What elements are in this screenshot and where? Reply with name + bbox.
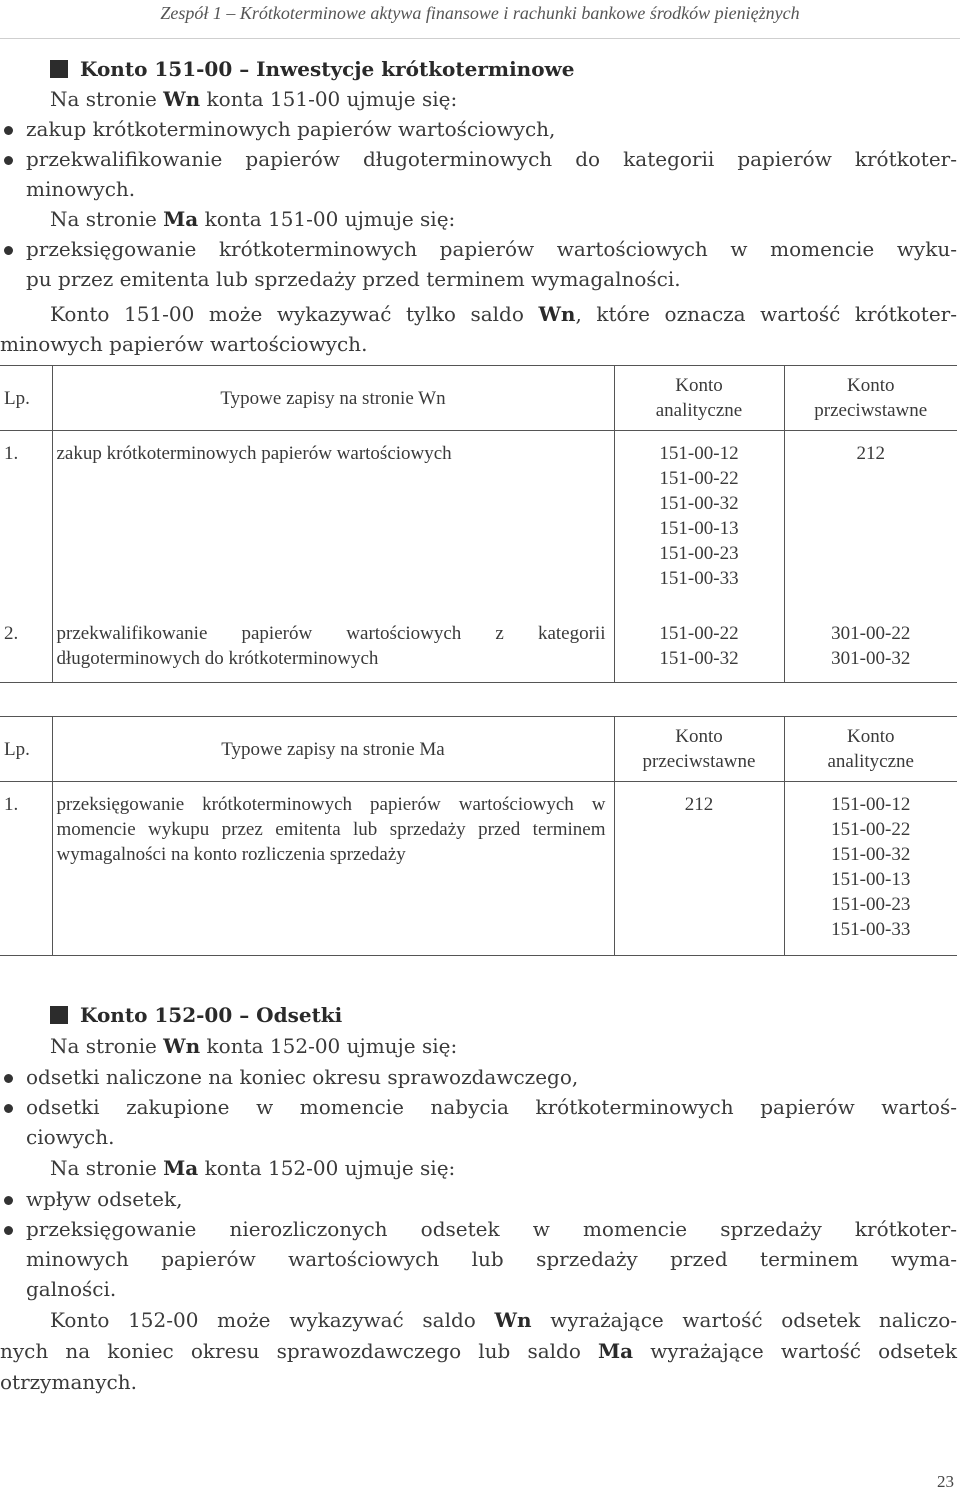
row-description: przeksięgowanie krótkoterminowych papierów wartościowych w momencie wykupu przez emitenta lub sprzedaży przed terminem wymagalności na konto rozliczenia sprzedaży	[52, 782, 614, 956]
ma-bullet-1-line-1-151: przeksięgowanie krótkoterminowych papierów wartościowych w momencie wyku-	[26, 237, 957, 261]
table-wn-entries	[0, 365, 957, 683]
table-ma-entries	[0, 716, 957, 956]
ma-bullet-1-152: wpływ odsetek,	[26, 1187, 183, 1211]
row-description: przekwalifikowanie papierów wartościowych z kategorii długoterminowych do krótkoterminowych	[52, 611, 614, 683]
wn-bullet-2-line-2-152: ciowych.	[26, 1125, 115, 1149]
table-row	[0, 611, 957, 683]
table-row	[0, 431, 957, 611]
summary-line-3-152: otrzymanych.	[0, 1370, 137, 1394]
ma-intro-151: Na stronie Ma konta 151-00 ujmuje się:	[50, 207, 456, 231]
wn-intro-152: Na stronie Wn konta 152-00 ujmuje się:	[50, 1034, 458, 1058]
header-description: Typowe zapisy na stronie Ma	[52, 717, 614, 782]
row-lp: 1.	[0, 782, 52, 956]
section-heading-152: Konto 152-00 – Odsetki	[80, 1003, 343, 1027]
ma-bullet-2-line-3-152: galności.	[26, 1277, 117, 1301]
ma-intro-152: Na stronie Ma konta 152-00 ujmuje się:	[50, 1156, 456, 1180]
row-analytical-accounts: 151-00-12 151-00-22 151-00-32 151-00-13 151-00-23 151-00-33	[614, 431, 784, 611]
header-analytical-account: Konto analityczne	[784, 717, 957, 782]
header-lp: Lp.	[0, 366, 52, 431]
row-analytical-accounts: 151-00-22 151-00-32	[614, 611, 784, 683]
summary-line-1-152: Konto 152-00 może wykazywać saldo Wn wyrażające wartość odsetek naliczo-	[50, 1308, 958, 1332]
row-counter-accounts: 212	[614, 782, 784, 956]
page-number: 23	[937, 1472, 954, 1491]
wn-bullet-1-151: zakup krótkoterminowych papierów wartościowych,	[26, 117, 556, 141]
wn-bullet-2-line-2-151: minowych.	[26, 177, 136, 201]
wn-intro-151: Na stronie Wn konta 151-00 ujmuje się:	[50, 87, 458, 111]
summary-line-2-151: minowych papierów wartościowych.	[0, 332, 368, 356]
table-row	[0, 782, 957, 956]
summary-line-2-152: nych na koniec okresu sprawozdawczego lub saldo Ma wyrażające wartość odsetek	[0, 1339, 958, 1363]
section-heading-151: Konto 151-00 – Inwestycje krótkoterminowe	[80, 57, 575, 81]
row-description: zakup krótkoterminowych papierów wartościowych	[52, 431, 614, 611]
row-counter-accounts: 212	[784, 431, 957, 611]
bullet-dot	[4, 1226, 13, 1235]
bullet-dot	[4, 1104, 13, 1113]
running-header	[0, 0, 960, 39]
row-counter-accounts: 301-00-22 301-00-32	[784, 611, 957, 683]
ma-bullet-1-line-2-151: pu przez emitenta lub sprzedaży przed terminem wymagalności.	[26, 267, 681, 291]
section-marker-square	[50, 1006, 68, 1024]
bullet-dot	[4, 126, 13, 135]
header-counter-account: Konto przeciwstawne	[614, 717, 784, 782]
ma-bullet-2-line-2-152: minowych papierów wartościowych lub sprzedaży przed terminem wyma-	[26, 1247, 957, 1271]
header-analytical-account: Konto analityczne	[614, 366, 784, 431]
row-analytical-accounts: 151-00-12 151-00-22 151-00-32 151-00-13 151-00-23 151-00-33	[784, 782, 957, 956]
running-header-title: Zespół 1 – Krótkoterminowe aktywa finansowe i rachunki bankowe środków pieniężnych	[160, 3, 800, 23]
table-header-row	[0, 366, 957, 431]
bullet-dot	[4, 246, 13, 255]
header-description: Typowe zapisy na stronie Wn	[52, 366, 614, 431]
ma-bullet-2-line-1-152: przeksięgowanie nierozliczonych odsetek w momencie sprzedaży krótkoter-	[26, 1217, 957, 1241]
summary-line-1-151: Konto 151-00 może wykazywać tylko saldo Wn, które oznacza wartość krótkoter-	[50, 302, 958, 326]
bullet-dot	[4, 1196, 13, 1205]
table-header-row	[0, 717, 957, 782]
wn-bullet-2-line-1-152: odsetki zakupione w momencie nabycia krótkoterminowych papierów wartoś-	[26, 1095, 957, 1119]
wn-bullet-2-line-1-151: przekwalifikowanie papierów długoterminowych do kategorii papierów krótkoter-	[26, 147, 957, 171]
header-counter-account: Konto przeciwstawne	[784, 366, 957, 431]
bullet-dot	[4, 1074, 13, 1083]
header-lp: Lp.	[0, 717, 52, 782]
bullet-dot	[4, 156, 13, 165]
wn-bullet-1-152: odsetki naliczone na koniec okresu sprawozdawczego,	[26, 1065, 579, 1089]
row-lp: 1.	[4, 443, 19, 464]
section-marker-square	[50, 60, 68, 78]
row-lp: 2.	[0, 611, 52, 683]
